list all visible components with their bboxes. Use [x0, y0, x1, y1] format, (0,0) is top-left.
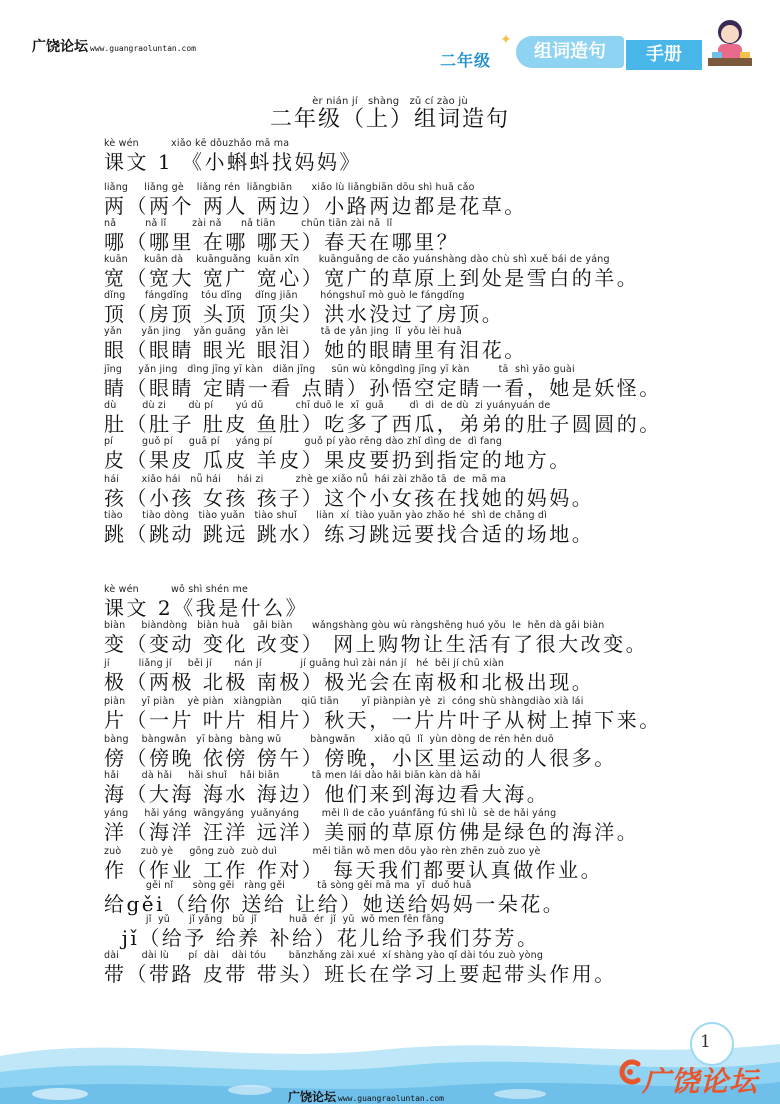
word-entry	[104, 182, 527, 218]
entry-pinyin: jí liǎng jí běi jí nán jí jí guāng huì zài nán jí hé běi jí chū xiàn	[104, 658, 505, 669]
word-entry	[104, 880, 565, 916]
entry-text: 片（一片 叶片 相片）秋天，一片片叶子从树上掉下来。	[104, 708, 662, 732]
entry-text: 两（两个 两人 两边）小路两边都是花草。	[104, 194, 527, 218]
entry-pinyin: nǎ nǎ lǐ zài nǎ nǎ tiān chūn tiān zài nǎ lǐ	[104, 218, 393, 229]
entry-pinyin: pí guǒ pí guā pí yáng pí guǒ pí yào rēng dào zhǐ dìng de dì fang	[104, 436, 503, 447]
word-entry	[104, 290, 504, 326]
entry-text: jǐ（给予 给养 补给）花儿给予我们芬芳。	[104, 926, 540, 950]
entry-pinyin: hái xiǎo hái nǚ hái hái zi zhè ge xiǎo nǚ hái zài zhǎo tā de mā ma	[104, 474, 507, 485]
entry-pinyin: jǐ yǔ jǐ yǎng bǔ jǐ huā ér jǐ yǔ wǒ men fēn fāng	[104, 914, 445, 925]
teacher-illustration-icon	[700, 14, 760, 74]
entry-text: 哪（哪里 在哪 哪天）春天在哪里？	[104, 230, 460, 254]
entry-pinyin: hǎi dà hǎi hǎi shuǐ hǎi biān tā men lái dào hǎi biān kàn dà hǎi	[104, 770, 481, 781]
word-entry	[104, 218, 459, 254]
word-entry	[104, 510, 594, 546]
entry-text: 跳（跳动 跳远 跳水）练习跳远要找合适的场地。	[104, 522, 595, 546]
word-entry	[104, 734, 617, 770]
entry-text: 孩（小孩 女孩 孩子）这个小女孩在找她的妈妈。	[104, 486, 595, 510]
entry-pinyin: tiào tiào dòng tiào yuǎn tiào shuǐ liàn xí tiào yuǎn yào zhǎo hé shì de chǎng dì	[104, 510, 547, 521]
word-entry	[104, 770, 549, 806]
star-icon: ✦	[500, 32, 512, 48]
lesson-heading	[104, 138, 362, 174]
page-number: 1	[700, 1032, 711, 1052]
word-entry	[104, 914, 540, 950]
entry-text: 皮（果皮 瓜皮 羊皮）果皮要扔到指定的地方。	[104, 448, 572, 472]
footer-brand	[288, 1088, 444, 1105]
word-entry	[104, 326, 527, 362]
word-entry	[104, 364, 662, 400]
lesson-heading-text: 课文 1 《小蝌蚪找妈妈》	[104, 150, 362, 174]
entry-text: 傍（傍晚 依傍 傍午）傍晚，小区里运动的人很多。	[104, 746, 617, 770]
entry-text: 宽（宽大 宽广 宽心）宽广的草原上到处是雪白的羊。	[104, 266, 640, 290]
entry-text: 顶（房顶 头顶 顶尖）洪水没过了房顶。	[104, 302, 505, 326]
word-entry	[104, 436, 572, 472]
entry-text: 洋（海洋 汪洋 远洋）美丽的草原仿佛是绿色的海洋。	[104, 820, 640, 844]
lesson-heading	[104, 584, 308, 620]
footer-site-name: 广饶论坛	[288, 1090, 337, 1104]
entry-pinyin: piàn yī piàn yè piàn xiàngpiàn qiū tiān yī piànpiàn yè zi cóng shù shàngdiào xià lái	[104, 696, 584, 707]
entry-pinyin: jīng yǎn jing dìng jīng yī kàn diǎn jīng sūn wù kōngdìng jīng yī kàn tā shì yāo guài	[104, 364, 575, 375]
entry-pinyin: gěi nǐ sòng gěi ràng gěi tā sòng gěi mā ma yī duǒ huā	[104, 880, 472, 891]
word-entry	[104, 846, 603, 882]
word-entry	[104, 400, 662, 436]
word-entry	[104, 474, 594, 510]
entry-text: 眼（眼睛 眼光 眼泪）她的眼睛里有泪花。	[104, 338, 527, 362]
logo-icon	[618, 1058, 642, 1086]
title-text: 二年级（上）组词造句	[269, 107, 510, 132]
grade-label: 二年级	[440, 51, 492, 70]
entry-pinyin: dǐng fángdǐng tóu dǐng dǐng jiān hóngshuǐ mò guò le fángdǐng	[104, 290, 465, 301]
footer-logo-text: 广饶论坛	[642, 1065, 759, 1098]
entry-text: 带（带路 皮带 带头）班长在学习上要起带头作用。	[104, 962, 617, 986]
word-entry	[104, 658, 594, 694]
lesson-heading-text: 课文 2《我是什么》	[104, 596, 309, 620]
entry-pinyin: yǎn yǎn jing yǎn guāng yǎn lèi tā de yǎn jing lǐ yǒu lèi huā	[104, 326, 463, 337]
entry-text: 变（变动 变化 改变） 网上购物让生活有了很大改变。	[104, 632, 649, 656]
word-entry	[104, 254, 639, 290]
entry-text: 肚（肚子 肚皮 鱼肚）吃多了西瓜，弟弟的肚子圆圆的。	[104, 412, 662, 436]
site-name: 广饶论坛	[32, 39, 88, 55]
subject-label: 组词造句	[516, 36, 624, 68]
word-entry	[104, 696, 662, 732]
lesson-heading-pinyin: kè wén xiǎo kē dǒuzhǎo mā ma	[104, 138, 290, 149]
word-entry	[104, 808, 639, 844]
entry-pinyin: biàn biàndòng biàn huà gǎi biàn wǎngshàng gòu wù ràngshēng huó yǒu le hěn dà gǎi biàn	[104, 620, 605, 631]
entry-pinyin: liǎng liǎng gè liǎng rén liǎngbiān xiǎo lù liǎngbiān dōu shì huā cǎo	[104, 182, 475, 193]
entry-pinyin: kuān kuān dà kuānguǎng kuān xīn kuānguǎng de cǎo yuánshàng dào chù shì xuě bái de yáng	[104, 254, 610, 265]
entry-pinyin: dài dài lù pí dài dài tóu bānzhǎng zài xué xí shàng yào qǐ dài tóu zuò yòng	[104, 950, 544, 961]
entry-text: 作（作业 工作 作对） 每天我们都要认真做作业。	[104, 858, 604, 882]
entry-text: 海（大海 海水 海边）他们来到海边看大海。	[104, 782, 550, 806]
entry-pinyin: bàng bàngwǎn yī bàng bàng wǔ bàngwǎn xiǎo qū lǐ yùn dòng de rén hěn duō	[104, 734, 554, 745]
entry-text: 睛（眼睛 定睛一看 点睛）孙悟空定睛一看，她是妖怪。	[104, 376, 662, 400]
footer-site-url: www.guangraoluntan.com	[338, 1094, 444, 1103]
page-title	[0, 96, 780, 132]
word-entry	[104, 620, 648, 656]
entry-pinyin: yáng hǎi yáng wāngyáng yuǎnyáng měi lì de cǎo yuánfǎng fú shì lǜ sè de hǎi yáng	[104, 808, 557, 819]
site-url: www.guangraoluntan.com	[90, 44, 196, 53]
entry-pinyin: dù dù zi dù pí yú dǔ chī duō le xī guā dì di de dù zi yuányuán de	[104, 400, 551, 411]
book-label: 手册	[626, 40, 702, 70]
title-pinyin: èr nián jí shàng zǔ cí zào jù	[312, 96, 468, 107]
entry-text: 极（两极 北极 南极）极光会在南极和北极出现。	[104, 670, 595, 694]
entry-pinyin: zuò zuò yè gōng zuò zuò duì měi tiān wǒ men dōu yào rèn zhēn zuò zuo yè	[104, 846, 541, 857]
lesson-heading-pinyin: kè wén wǒ shì shén me	[104, 584, 249, 595]
word-entry	[104, 950, 617, 986]
site-brand	[32, 36, 196, 56]
entry-text: 给gěi（给你 送给 让给）她送给妈妈一朵花。	[104, 892, 566, 916]
